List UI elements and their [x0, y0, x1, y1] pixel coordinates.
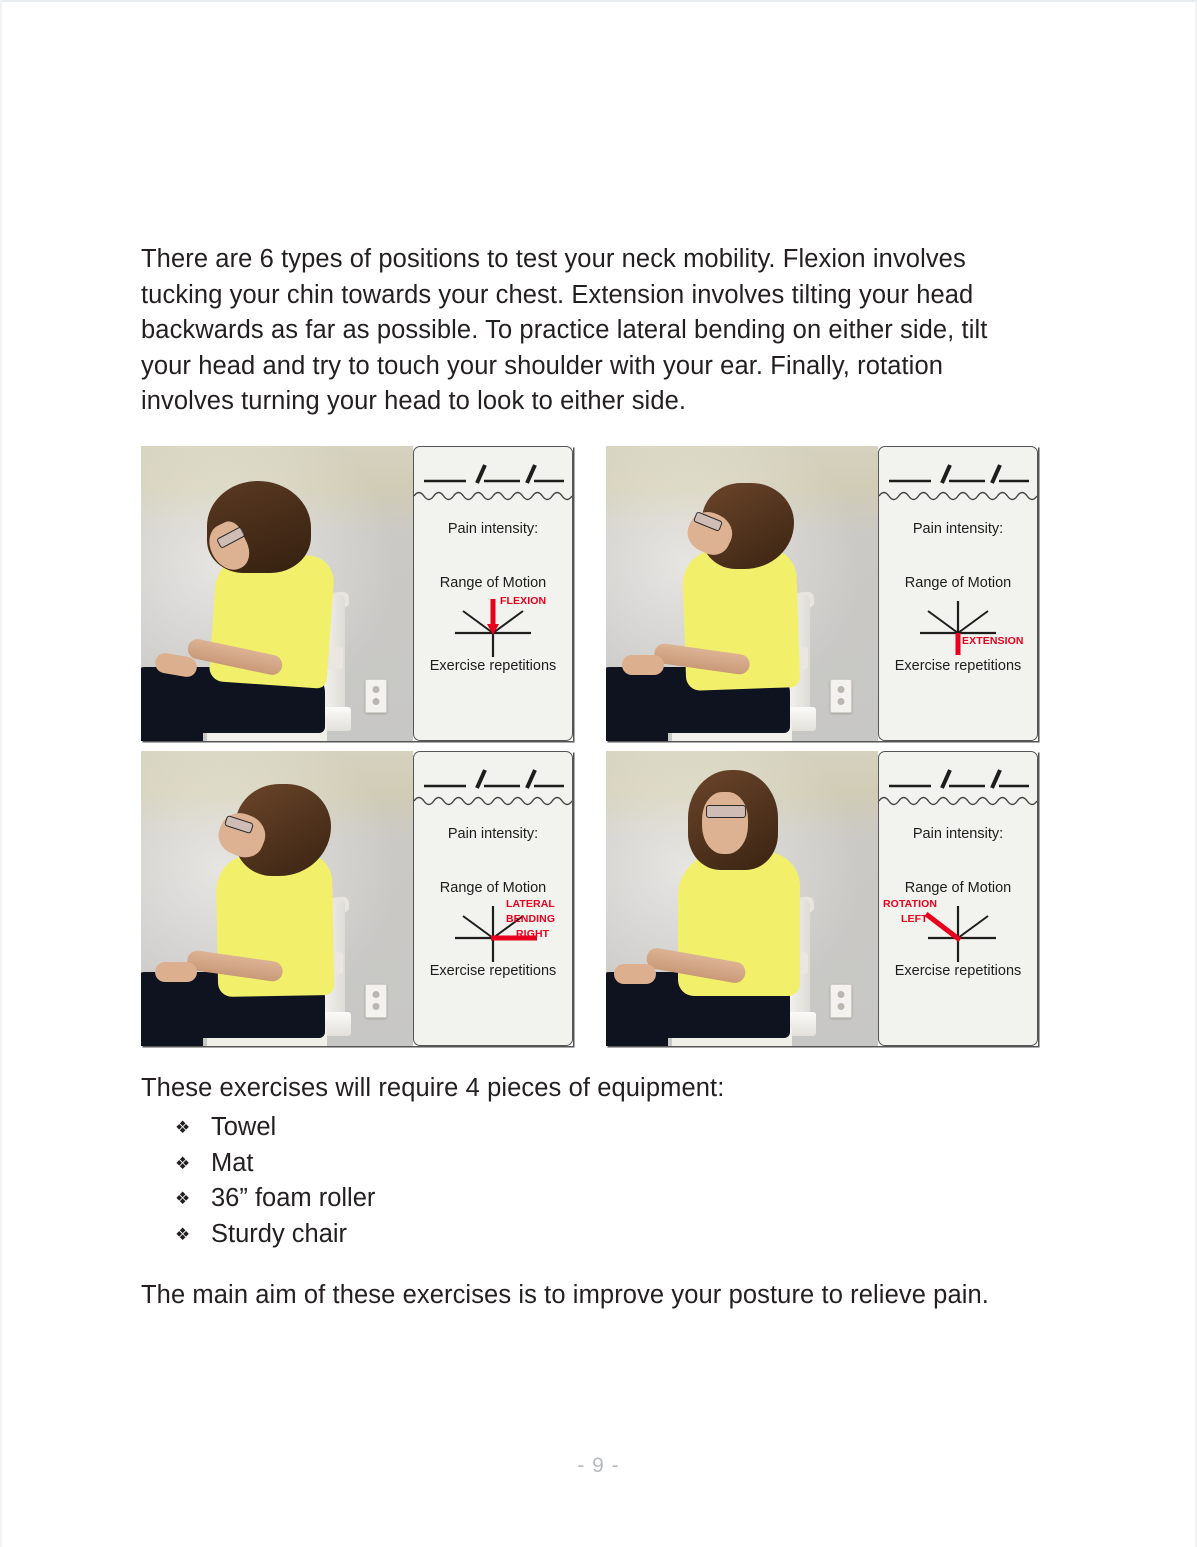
pain-intensity-label: Pain intensity: — [912, 825, 1004, 842]
diamond-bullet-icon: ❖ — [175, 1224, 191, 1244]
list-item — [175, 1217, 1051, 1253]
exercise-panel-extension[interactable] — [606, 446, 1038, 741]
person-rotation — [606, 751, 878, 1046]
photo-lateral-bending-right — [141, 751, 413, 1046]
date-field-extension[interactable] — [887, 461, 1029, 487]
list-item — [175, 1181, 1051, 1217]
record-card-rotation-left[interactable] — [878, 751, 1038, 1046]
pain-intensity-label: Pain intensity: — [447, 825, 539, 842]
list-item-label: Mat — [211, 1148, 254, 1177]
motion-tag-rotation-left-line2: LEFT — [901, 912, 928, 925]
motion-tag-lateral-bending-right-line1: LATERAL — [506, 897, 555, 910]
list-item-label: Towel — [211, 1113, 277, 1141]
person-flexion — [141, 446, 413, 741]
diamond-bullet-icon: ❖ — [175, 1153, 191, 1173]
date-field-lateral-bending-right[interactable] — [422, 766, 564, 792]
equipment-list — [141, 1110, 1051, 1252]
photo-extension — [606, 446, 878, 741]
torn-edge-lateral-bending-right — [414, 794, 572, 808]
diamond-bullet-icon: ❖ — [175, 1189, 191, 1208]
exercise-panel-flexion[interactable] — [141, 446, 573, 741]
motion-tag-rotation-left-line1: ROTATION — [883, 897, 938, 910]
closing-paragraph: The main aim of these exercises is to improve your posture to relieve pain. — [141, 1281, 989, 1309]
range-of-motion-label: Range of Motion — [904, 879, 1012, 896]
torn-edge-rotation-left — [879, 794, 1037, 808]
exercise-repetitions-label: Exercise repetitions — [429, 962, 557, 979]
motion-tag-lateral-bending-right-line3: RIGHT — [516, 927, 550, 940]
equipment-lead-paragraph: These exercises will require 4 pieces of equipment: — [141, 1073, 725, 1102]
date-field-flexion[interactable] — [422, 461, 564, 487]
list-item — [175, 1146, 1051, 1182]
person-extension — [606, 446, 878, 741]
range-of-motion-label: Range of Motion — [904, 574, 1012, 591]
exercise-repetitions-label: Exercise repetitions — [894, 962, 1022, 979]
exercise-repetitions-label: Exercise repetitions — [429, 657, 557, 674]
rom-compass-extension — [879, 593, 1037, 659]
motion-tag-flexion: FLEXION — [500, 594, 547, 607]
motion-tag-extension: EXTENSION — [962, 634, 1024, 647]
range-of-motion-label: Range of Motion — [439, 574, 547, 591]
intro-paragraph: There are 6 types of positions to test your neck mobility. Flexion involves tucking your chin towards your chest. Extension involves tilting your head backwards as far as possible. To practice lateral bending on either side, tilt your head and try to touch your shoulder with your ear. Finally, rotation involves turning your head to look to either side. — [141, 245, 988, 415]
record-card-lateral-bending-right[interactable] — [413, 751, 573, 1046]
list-item-label: 36” foam roller — [211, 1184, 376, 1212]
range-of-motion-label: Range of Motion — [439, 879, 547, 896]
diamond-bullet-icon: ❖ — [175, 1118, 191, 1137]
torn-edge-extension — [879, 489, 1037, 503]
record-card-extension[interactable] — [878, 446, 1038, 741]
page-content — [141, 242, 1051, 1314]
exercise-panel-rotation-left[interactable] — [606, 751, 1038, 1046]
rom-compass-flexion — [414, 593, 572, 659]
torn-edge-flexion — [414, 489, 572, 503]
photo-rotation-left — [606, 751, 878, 1046]
list-item-label: Sturdy chair — [211, 1219, 348, 1248]
person-lateral-bending — [141, 751, 413, 1046]
exercise-repetitions-label: Exercise repetitions — [894, 657, 1022, 674]
exercise-panel-grid — [141, 446, 1051, 1046]
page-number: - 9 - — [577, 1454, 620, 1477]
pain-intensity-label: Pain intensity: — [447, 520, 539, 537]
exercise-panel-lateral-bending-right[interactable] — [141, 751, 573, 1046]
record-card-flexion[interactable] — [413, 446, 573, 741]
date-field-rotation-left[interactable] — [887, 766, 1029, 792]
motion-tag-lateral-bending-right-line2: BENDING — [506, 912, 556, 925]
pain-intensity-label: Pain intensity: — [912, 520, 1004, 537]
list-item — [175, 1110, 1051, 1146]
photo-flexion — [141, 446, 413, 741]
